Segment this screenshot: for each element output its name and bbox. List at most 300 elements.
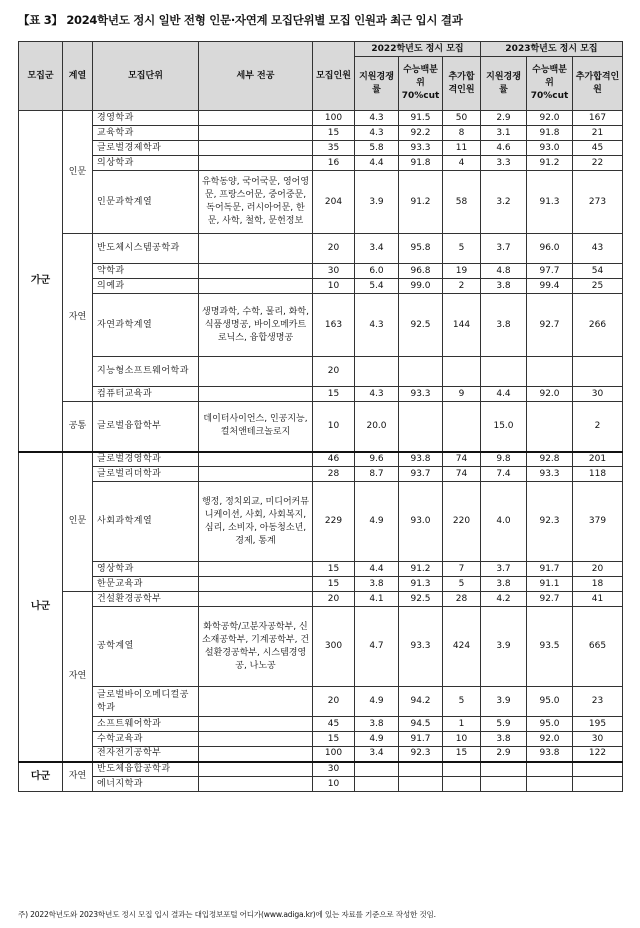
r23-cell: 4.8 [481, 264, 527, 279]
group-cell: 나군 [19, 452, 63, 762]
c22-cell: 93.8 [399, 452, 443, 467]
e23-cell: 21 [573, 126, 623, 141]
major-cell [199, 452, 313, 467]
table-row [19, 111, 623, 126]
e23-cell: 43 [573, 234, 623, 264]
c23-cell: 92.0 [527, 111, 573, 126]
c22-cell: 94.5 [399, 717, 443, 732]
quota-cell: 15 [313, 577, 355, 592]
r22-cell: 20.0 [355, 402, 399, 452]
e22-cell [443, 357, 481, 387]
unit-cell [93, 357, 199, 387]
quota-cell: 45 [313, 717, 355, 732]
r23-cell: 4.6 [481, 141, 527, 156]
r22-cell: 4.4 [355, 156, 399, 171]
r23-cell: 4.2 [481, 592, 527, 607]
r22-cell [355, 357, 399, 387]
r22-cell: 3.4 [355, 234, 399, 264]
c23-cell: 92.0 [527, 732, 573, 747]
quota-cell: 20 [313, 592, 355, 607]
c22-cell: 91.2 [399, 562, 443, 577]
c23-cell [527, 357, 573, 387]
c22-cell: 91.3 [399, 577, 443, 592]
r23-cell: 3.3 [481, 156, 527, 171]
header-cut-2023: 수능백분위70%cut [527, 57, 573, 111]
c23-cell: 93.3 [527, 467, 573, 482]
c23-cell: 93.0 [527, 141, 573, 156]
r22-cell: 4.7 [355, 607, 399, 687]
e23-cell [573, 777, 623, 792]
admission-table [18, 41, 623, 792]
e22-cell: 74 [443, 467, 481, 482]
c23-cell: 97.7 [527, 264, 573, 279]
unit-label: 자연과학계열 [97, 319, 153, 330]
e23-cell [573, 762, 623, 777]
e22-cell [443, 777, 481, 792]
major-cell [199, 777, 313, 792]
unit-label: 건설환경공학부 [97, 593, 162, 604]
table-row [19, 171, 623, 234]
quota-cell: 20 [313, 687, 355, 717]
table-row [19, 592, 623, 607]
quota-cell: 30 [313, 762, 355, 777]
major-cell [199, 467, 313, 482]
table-row [19, 762, 623, 777]
area-cell: 공통 [63, 402, 93, 452]
unit-label: 글로벌바이오메디컬공학과 [97, 689, 189, 713]
quota-cell: 30 [313, 264, 355, 279]
unit-label: 영상학과 [97, 563, 134, 574]
unit-label: 경영학과 [97, 112, 134, 123]
table-row [19, 777, 623, 792]
e22-cell: 58 [443, 171, 481, 234]
c22-cell: 94.2 [399, 687, 443, 717]
major-cell [199, 264, 313, 279]
major-cell [199, 732, 313, 747]
e22-cell: 11 [443, 141, 481, 156]
unit-label: 사회과학계열 [97, 516, 153, 526]
c23-cell: 95.0 [527, 717, 573, 732]
major-cell [199, 687, 313, 717]
quota-cell: 20 [313, 357, 355, 387]
r23-cell: 3.8 [481, 279, 527, 294]
table-row [19, 747, 623, 762]
r23-cell: 7.4 [481, 467, 527, 482]
r22-cell: 4.3 [355, 387, 399, 402]
r23-cell: 4.0 [481, 482, 527, 562]
unit-cell [93, 452, 199, 467]
group-cell: 다군 [19, 762, 63, 792]
unit-cell [93, 482, 199, 562]
e23-cell: 665 [573, 607, 623, 687]
area-cell: 자연 [63, 762, 93, 792]
unit-cell [93, 126, 199, 141]
c22-cell: 92.5 [399, 592, 443, 607]
r23-cell: 3.7 [481, 562, 527, 577]
major-cell [199, 126, 313, 141]
c23-cell [527, 402, 573, 452]
e23-cell [573, 357, 623, 387]
major-cell [199, 156, 313, 171]
unit-cell [93, 562, 199, 577]
unit-label: 공학계열 [97, 641, 134, 651]
e23-cell: 22 [573, 156, 623, 171]
table-row [19, 387, 623, 402]
table-row [19, 452, 623, 467]
e22-cell: 1 [443, 717, 481, 732]
e22-cell: 28 [443, 592, 481, 607]
table-row [19, 607, 623, 687]
quota-cell: 10 [313, 402, 355, 452]
c22-cell: 91.5 [399, 111, 443, 126]
e23-cell: 18 [573, 577, 623, 592]
r22-cell: 8.7 [355, 467, 399, 482]
r23-cell [481, 777, 527, 792]
c22-cell: 95.8 [399, 234, 443, 264]
e22-cell: 220 [443, 482, 481, 562]
header-2023: 2023학년도 정시 모집 [481, 42, 623, 57]
unit-cell [93, 777, 199, 792]
quota-cell: 300 [313, 607, 355, 687]
e23-cell: 25 [573, 279, 623, 294]
unit-cell [93, 111, 199, 126]
table-row [19, 294, 623, 357]
unit-cell [93, 156, 199, 171]
header-unit: 모집단위 [93, 42, 199, 111]
unit-label: 에너지학과 [97, 778, 143, 789]
e23-cell: 273 [573, 171, 623, 234]
c23-cell: 92.8 [527, 452, 573, 467]
c22-cell [399, 357, 443, 387]
major-cell [199, 111, 313, 126]
e23-cell: 122 [573, 747, 623, 762]
quota-cell: 35 [313, 141, 355, 156]
c22-cell [399, 777, 443, 792]
quota-cell: 10 [313, 279, 355, 294]
r22-cell: 4.3 [355, 294, 399, 357]
r23-cell: 9.8 [481, 452, 527, 467]
e22-cell: 74 [443, 452, 481, 467]
unit-cell [93, 171, 199, 234]
r22-cell [355, 762, 399, 777]
major-cell [199, 562, 313, 577]
r23-cell: 3.8 [481, 577, 527, 592]
quota-cell: 100 [313, 111, 355, 126]
area-cell: 인문 [63, 111, 93, 234]
r22-cell: 5.4 [355, 279, 399, 294]
e23-cell: 2 [573, 402, 623, 452]
e22-cell: 5 [443, 234, 481, 264]
unit-cell [93, 592, 199, 607]
c22-cell: 91.2 [399, 171, 443, 234]
c22-cell: 93.3 [399, 141, 443, 156]
e23-cell: 195 [573, 717, 623, 732]
header-rate-2023: 지원경쟁률 [481, 57, 527, 111]
unit-cell [93, 747, 199, 762]
major-cell: 유학동양, 국어국문, 영어영문, 프랑스어문, 중어중문, 독어독문, 러시아어문, 한문, 사학, 철학, 문헌정보 [199, 171, 313, 234]
header-extra-2023: 추가합격인원 [573, 57, 623, 111]
unit-label: 교육학과 [97, 127, 134, 138]
e23-cell: 379 [573, 482, 623, 562]
major-cell: 화학공학/고분자공학부, 신소재공학부, 기계공학부, 건설환경공학부, 시스템경영공, 나노공 [199, 607, 313, 687]
table-row [19, 234, 623, 264]
c23-cell: 92.7 [527, 294, 573, 357]
r23-cell: 3.1 [481, 126, 527, 141]
group-cell: 가군 [19, 111, 63, 452]
c22-cell: 91.7 [399, 732, 443, 747]
major-cell [199, 762, 313, 777]
unit-cell [93, 141, 199, 156]
c22-cell: 93.7 [399, 467, 443, 482]
e22-cell: 5 [443, 687, 481, 717]
c23-cell [527, 777, 573, 792]
r23-cell: 3.7 [481, 234, 527, 264]
r22-cell: 3.8 [355, 717, 399, 732]
quota-cell: 163 [313, 294, 355, 357]
c22-cell: 91.8 [399, 156, 443, 171]
e23-cell: 167 [573, 111, 623, 126]
header-rate-2022: 지원경쟁률 [355, 57, 399, 111]
unit-cell [93, 402, 199, 452]
e23-cell: 20 [573, 562, 623, 577]
quota-cell: 20 [313, 234, 355, 264]
quota-cell: 15 [313, 732, 355, 747]
unit-cell [93, 264, 199, 279]
header-cut-2022: 수능백분위70%cut [399, 57, 443, 111]
major-cell [199, 387, 313, 402]
r23-cell [481, 357, 527, 387]
e23-cell: 266 [573, 294, 623, 357]
quota-cell: 15 [313, 562, 355, 577]
major-cell: 생명과학, 수학, 물리, 화학, 식품생명공, 바이오메카트로닉스, 융합생명공 [199, 294, 313, 357]
e23-cell: 54 [573, 264, 623, 279]
e22-cell: 50 [443, 111, 481, 126]
r23-cell: 3.9 [481, 687, 527, 717]
unit-label: 글로벌경제학과 [97, 142, 162, 153]
table-row [19, 577, 623, 592]
unit-label: 수학교육과 [97, 733, 143, 744]
major-cell [199, 234, 313, 264]
c23-cell: 93.5 [527, 607, 573, 687]
footnote: 주) 2022학년도와 2023학년도 정시 모집 입시 결과는 대입정보포털 어디가(www.adiga.kr)에 있는 자료를 기준으로 작성한 것임. [18, 910, 436, 919]
table-row [19, 279, 623, 294]
e22-cell: 144 [443, 294, 481, 357]
quota-cell: 100 [313, 747, 355, 762]
r23-cell: 4.4 [481, 387, 527, 402]
header-quota: 모집인원 [313, 42, 355, 111]
r23-cell: 3.8 [481, 732, 527, 747]
r22-cell: 6.0 [355, 264, 399, 279]
r22-cell: 4.9 [355, 482, 399, 562]
unit-cell [93, 717, 199, 732]
table-row [19, 126, 623, 141]
r23-cell [481, 762, 527, 777]
unit-cell [93, 387, 199, 402]
c23-cell: 91.2 [527, 156, 573, 171]
unit-label: 소프트웨어학과 [97, 718, 162, 729]
table-row [19, 141, 623, 156]
r23-cell: 2.9 [481, 111, 527, 126]
unit-label: 지능형소프트웨어학과 [97, 366, 189, 376]
area-cell: 인문 [63, 452, 93, 592]
major-cell [199, 357, 313, 387]
table-row [19, 717, 623, 732]
header-extra-2022: 추가합격인원 [443, 57, 481, 111]
unit-cell [93, 762, 199, 777]
quota-cell: 16 [313, 156, 355, 171]
header-group: 모집군 [19, 42, 63, 111]
table-title: 【표 3】 2024학년도 정시 일반 전형 인문·자연계 모집단위별 모집 인원과 최근 입시 결과 [18, 13, 463, 27]
c23-cell: 91.3 [527, 171, 573, 234]
table-row [19, 156, 623, 171]
c22-cell [399, 402, 443, 452]
e23-cell: 30 [573, 732, 623, 747]
major-cell [199, 577, 313, 592]
r22-cell: 3.9 [355, 171, 399, 234]
r23-cell: 2.9 [481, 747, 527, 762]
c22-cell: 92.2 [399, 126, 443, 141]
quota-cell: 229 [313, 482, 355, 562]
e22-cell: 424 [443, 607, 481, 687]
unit-label: 글로벌경영학과 [97, 453, 162, 464]
major-cell [199, 747, 313, 762]
table-row [19, 482, 623, 562]
unit-label: 의상학과 [97, 157, 134, 168]
header-area: 계열 [63, 42, 93, 111]
e22-cell: 19 [443, 264, 481, 279]
unit-label: 인문과학계열 [97, 196, 153, 207]
r23-cell: 3.9 [481, 607, 527, 687]
table-row [19, 562, 623, 577]
quota-cell: 15 [313, 387, 355, 402]
r22-cell: 5.8 [355, 141, 399, 156]
unit-label: 글로벌융합학부 [97, 420, 162, 431]
r22-cell: 4.9 [355, 732, 399, 747]
e22-cell: 4 [443, 156, 481, 171]
r22-cell: 4.9 [355, 687, 399, 717]
area-cell: 자연 [63, 592, 93, 762]
c22-cell: 93.3 [399, 607, 443, 687]
c22-cell: 92.5 [399, 294, 443, 357]
c23-cell: 92.7 [527, 592, 573, 607]
header-2022: 2022학년도 정시 모집 [355, 42, 481, 57]
r22-cell: 4.3 [355, 111, 399, 126]
major-cell: 행정, 정치외교, 미디어커뮤니케이션, 사회, 사회복지, 심리, 소비자, 아동청소년, 경제, 통계 [199, 482, 313, 562]
unit-label: 약학과 [97, 265, 125, 276]
quota-cell: 10 [313, 777, 355, 792]
unit-label: 전자전기공학부 [97, 748, 162, 759]
r22-cell: 3.8 [355, 577, 399, 592]
table-row [19, 402, 623, 452]
e22-cell: 9 [443, 387, 481, 402]
unit-cell [93, 467, 199, 482]
r22-cell [355, 777, 399, 792]
header-major: 세부 전공 [199, 42, 313, 111]
table-row [19, 264, 623, 279]
unit-label: 글로벌리더학과 [97, 468, 162, 479]
unit-cell [93, 607, 199, 687]
unit-label: 의예과 [97, 280, 125, 291]
r22-cell: 4.3 [355, 126, 399, 141]
quota-cell: 28 [313, 467, 355, 482]
r22-cell: 4.1 [355, 592, 399, 607]
e23-cell: 30 [573, 387, 623, 402]
major-cell [199, 592, 313, 607]
major-cell [199, 141, 313, 156]
unit-label: 한문교육과 [97, 578, 143, 589]
table-row [19, 467, 623, 482]
table-row [19, 357, 623, 387]
unit-cell [93, 294, 199, 357]
c23-cell: 91.8 [527, 126, 573, 141]
e22-cell: 5 [443, 577, 481, 592]
c23-cell: 95.0 [527, 687, 573, 717]
e23-cell: 201 [573, 452, 623, 467]
c23-cell: 91.1 [527, 577, 573, 592]
quota-cell: 15 [313, 126, 355, 141]
c22-cell: 92.3 [399, 747, 443, 762]
table-row [19, 732, 623, 747]
area-cell: 자연 [63, 234, 93, 402]
e23-cell: 118 [573, 467, 623, 482]
e22-cell: 2 [443, 279, 481, 294]
r23-cell: 3.8 [481, 294, 527, 357]
e22-cell: 15 [443, 747, 481, 762]
r23-cell: 3.2 [481, 171, 527, 234]
unit-cell [93, 234, 199, 264]
e23-cell: 45 [573, 141, 623, 156]
e22-cell [443, 762, 481, 777]
c23-cell: 93.8 [527, 747, 573, 762]
quota-cell: 46 [313, 452, 355, 467]
unit-label: 반도체융합공학과 [97, 763, 171, 774]
major-cell: 데이터사이언스, 인공지능, 컬처앤테크놀로지 [199, 402, 313, 452]
c23-cell: 92.0 [527, 387, 573, 402]
e23-cell: 41 [573, 592, 623, 607]
c23-cell: 96.0 [527, 234, 573, 264]
unit-cell [93, 687, 199, 717]
r22-cell: 9.6 [355, 452, 399, 467]
c23-cell: 92.3 [527, 482, 573, 562]
c23-cell [527, 762, 573, 777]
unit-label: 반도체시스템공학과 [97, 243, 180, 253]
e22-cell: 7 [443, 562, 481, 577]
r23-cell: 15.0 [481, 402, 527, 452]
unit-label: 컴퓨터교육과 [97, 388, 153, 399]
unit-cell [93, 577, 199, 592]
table-body [19, 111, 623, 792]
c22-cell: 93.3 [399, 387, 443, 402]
r23-cell: 5.9 [481, 717, 527, 732]
unit-cell [93, 279, 199, 294]
c22-cell [399, 762, 443, 777]
c23-cell: 99.4 [527, 279, 573, 294]
major-cell [199, 279, 313, 294]
e22-cell: 10 [443, 732, 481, 747]
r22-cell: 4.4 [355, 562, 399, 577]
major-cell [199, 717, 313, 732]
unit-cell [93, 732, 199, 747]
e22-cell: 8 [443, 126, 481, 141]
table-row [19, 687, 623, 717]
quota-cell: 204 [313, 171, 355, 234]
c22-cell: 93.0 [399, 482, 443, 562]
c23-cell: 91.7 [527, 562, 573, 577]
e22-cell [443, 402, 481, 452]
e23-cell: 23 [573, 687, 623, 717]
c22-cell: 99.0 [399, 279, 443, 294]
r22-cell: 3.4 [355, 747, 399, 762]
